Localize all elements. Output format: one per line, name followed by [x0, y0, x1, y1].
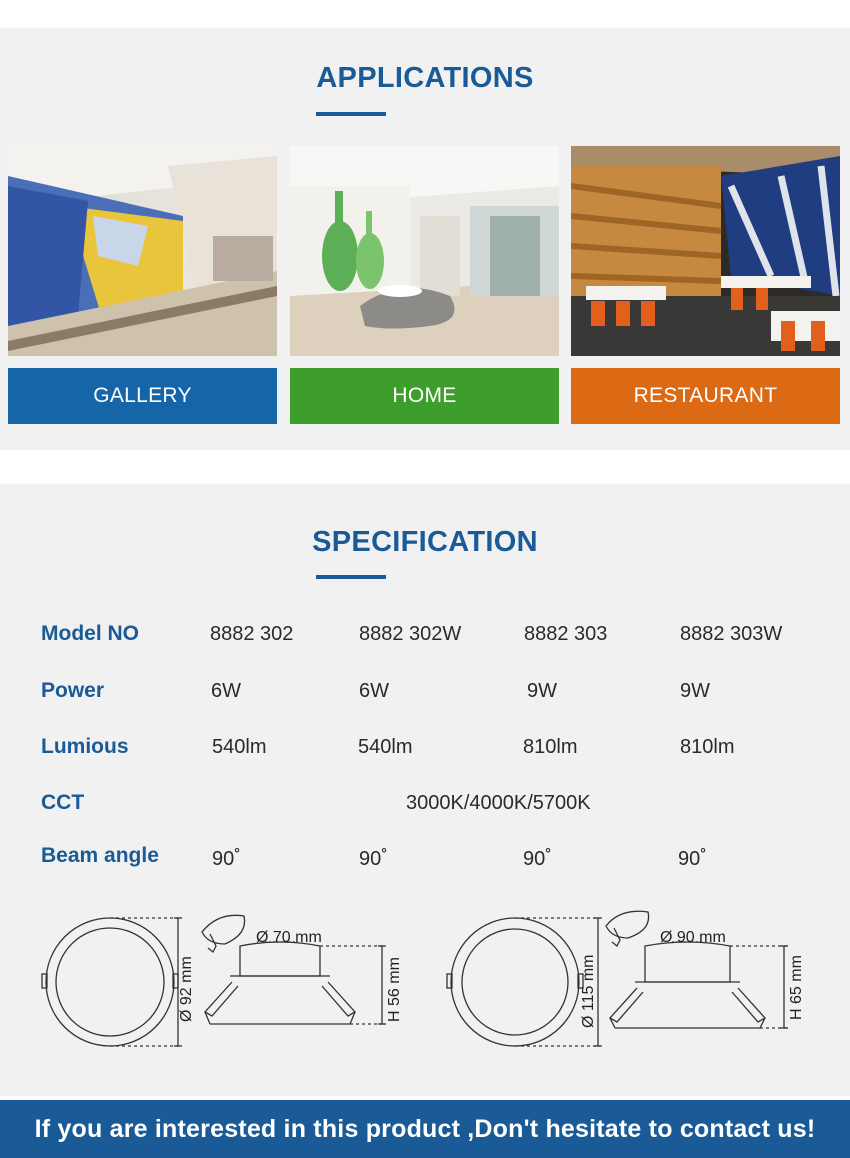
spec-label: Beam angle: [41, 844, 159, 867]
spec-value: 90°: [678, 845, 706, 870]
spec-value: 9W: [680, 680, 710, 702]
spec-value: 6W: [359, 680, 389, 702]
spec-row-lumious: [0, 731, 850, 765]
gallery-button[interactable]: GALLERY: [8, 368, 277, 424]
spec-value: 540lm: [212, 736, 267, 758]
diameter-label: Ø 115 mm: [580, 954, 597, 1028]
spec-label: CCT: [41, 791, 85, 814]
dimension-drawing: [0, 904, 850, 1064]
spec-value: 90°: [359, 845, 387, 870]
home-photo: [290, 146, 559, 356]
spec-value: 90°: [523, 845, 551, 870]
applications-section: [0, 28, 850, 450]
spec-label: Model NO: [41, 622, 139, 645]
gallery-photo: [8, 146, 277, 356]
height-label: H 56 mm: [386, 957, 403, 1022]
spec-value: 810lm: [523, 736, 578, 758]
spec-row-cct: [0, 787, 850, 821]
spec-value: 8882 302W: [359, 623, 462, 645]
spec-row-power: [0, 675, 850, 709]
applications-title-rule: [316, 112, 386, 116]
restaurant-button[interactable]: RESTAURANT: [571, 368, 840, 424]
spec-label: Lumious: [41, 735, 129, 758]
diameter-label: Ø 92 mm: [178, 956, 195, 1022]
spec-value: 8882 302: [210, 623, 294, 645]
specification-title-rule: [316, 575, 386, 579]
applications-title: APPLICATIONS: [316, 62, 534, 94]
spec-row-beam-angle: [0, 840, 850, 874]
height-label: H 65 mm: [788, 955, 805, 1020]
cutout-label: Ø 70 mm: [256, 929, 322, 946]
restaurant-photo: [571, 146, 840, 356]
dimension-diagrams: [0, 904, 850, 1064]
spec-value: 8882 303W: [680, 623, 783, 645]
spec-value: 3000K/4000K/5700K: [406, 792, 591, 814]
specification-section: [0, 484, 850, 1096]
cutout-label: Ø 90 mm: [660, 929, 726, 946]
contact-banner[interactable]: If you are interested in this product ,Don't hesitate to contact us!: [0, 1100, 850, 1158]
spec-row-model: [0, 618, 850, 652]
spec-value: 90°: [212, 845, 240, 870]
spec-value: 810lm: [680, 736, 735, 758]
specification-title: SPECIFICATION: [312, 526, 538, 558]
home-button[interactable]: HOME: [290, 368, 559, 424]
spec-value: 540lm: [358, 736, 413, 758]
spec-value: 9W: [527, 680, 557, 702]
spec-value: 6W: [211, 680, 241, 702]
spec-value: 8882 303: [524, 623, 608, 645]
spec-label: Power: [41, 679, 105, 702]
